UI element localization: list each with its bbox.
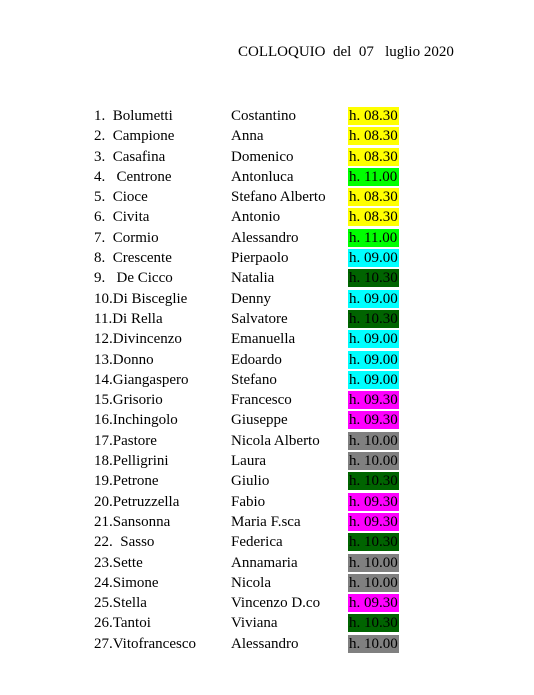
first-name: Giulio bbox=[231, 473, 270, 490]
time-slot-badge: h. 09.30 bbox=[349, 493, 398, 510]
first-name: Stefano Alberto bbox=[231, 189, 326, 206]
first-name: Emanuella bbox=[231, 331, 296, 348]
time-slot-badge: h. 09.30 bbox=[349, 595, 398, 612]
time-slot-badge: h. 08.30 bbox=[349, 128, 398, 145]
first-name: Pierpaolo bbox=[231, 250, 289, 267]
time-slot-badge: h. 08.30 bbox=[349, 189, 398, 206]
first-name: Vincenzo D.co bbox=[231, 595, 321, 612]
first-name: Francesco bbox=[231, 392, 292, 409]
surname: 22. Sasso bbox=[94, 534, 155, 551]
surname: 20.Petruzzella bbox=[94, 493, 180, 510]
surname: 26.Tantoi bbox=[94, 615, 151, 632]
time-slot-badge: h. 10.00 bbox=[349, 432, 398, 449]
surname: 14.Giangaspero bbox=[94, 371, 189, 388]
surname: 12.Divincenzo bbox=[94, 331, 182, 348]
first-name: Costantino bbox=[231, 108, 297, 124]
surname: 5. Cioce bbox=[94, 189, 148, 206]
first-name: Alessandro bbox=[231, 229, 299, 246]
page-title: COLLOQUIO del 07 luglio 2020 bbox=[238, 44, 454, 60]
time-slot-badge: h. 08.30 bbox=[349, 148, 398, 165]
first-name: Salvatore bbox=[231, 310, 288, 327]
time-slot-badge: h. 10.00 bbox=[349, 635, 398, 652]
time-slot-badge: h. 11.00 bbox=[349, 168, 398, 185]
time-slot-badge: h. 09.00 bbox=[349, 250, 398, 267]
surname: 8. Crescente bbox=[94, 250, 172, 267]
first-name: Giuseppe bbox=[231, 412, 288, 429]
surname: 11.Di Rella bbox=[94, 310, 163, 327]
time-slot-badge: h. 10.30 bbox=[349, 270, 398, 287]
surname: 25.Stella bbox=[94, 595, 147, 612]
time-slot-badge: h. 09.00 bbox=[349, 290, 398, 307]
surname: 24.Simone bbox=[94, 574, 159, 591]
time-slot-badge: h. 09.00 bbox=[349, 331, 398, 348]
first-name: Denny bbox=[231, 290, 271, 307]
time-slot-badge: h. 09.30 bbox=[349, 392, 398, 409]
surname: 16.Inchingolo bbox=[94, 412, 178, 429]
first-name: Natalia bbox=[231, 270, 275, 287]
time-slot-badge: h. 10.30 bbox=[349, 534, 398, 551]
time-slot-badge: h. 09.00 bbox=[349, 371, 398, 388]
time-slot-badge: h. 10.30 bbox=[349, 615, 398, 632]
first-name: Anna bbox=[231, 128, 264, 145]
surname: 15.Grisorio bbox=[94, 392, 163, 409]
first-name: Alessandro bbox=[231, 635, 299, 652]
surname: 3. Casafina bbox=[94, 148, 166, 165]
time-slot-badge: h. 11.00 bbox=[349, 229, 398, 246]
time-slot-badge: h. 10.00 bbox=[349, 554, 398, 571]
first-name: Antonluca bbox=[231, 168, 294, 185]
surname: 7. Cormio bbox=[94, 229, 159, 246]
first-name: Nicola Alberto bbox=[231, 432, 320, 449]
first-name: Viviana bbox=[231, 615, 278, 632]
first-name: Edoardo bbox=[231, 351, 282, 368]
surname: 17.Pastore bbox=[94, 432, 157, 449]
time-slot-badge: h. 10.30 bbox=[349, 473, 398, 490]
time-slot-badge: h. 10.30 bbox=[349, 310, 398, 327]
surname: 21.Sansonna bbox=[94, 513, 171, 530]
surname: 9. De Cicco bbox=[94, 270, 173, 287]
surname: 6. Civita bbox=[94, 209, 150, 226]
time-slot-badge: h. 09.00 bbox=[349, 351, 398, 368]
first-name: Maria F.sca bbox=[231, 513, 301, 530]
time-slot-badge: h. 09.30 bbox=[349, 412, 398, 429]
surname: 10.Di Bisceglie bbox=[94, 290, 188, 307]
first-name: Federica bbox=[231, 534, 283, 551]
first-name: Antonio bbox=[231, 209, 281, 226]
first-name: Annamaria bbox=[231, 554, 298, 571]
first-name: Laura bbox=[231, 453, 266, 470]
surname: 13.Donno bbox=[94, 351, 154, 368]
surname: 1. Bolumetti bbox=[94, 108, 173, 124]
time-slot-badge: h. 08.30 bbox=[349, 209, 398, 226]
time-slot-badge: h. 10.00 bbox=[349, 453, 398, 470]
surname: 27.Vitofrancesco bbox=[94, 635, 196, 652]
surname: 18.Pelligrini bbox=[94, 453, 169, 470]
surname: 23.Sette bbox=[94, 554, 143, 571]
first-name: Stefano bbox=[231, 371, 277, 388]
time-slot-badge: h. 09.30 bbox=[349, 513, 398, 530]
first-name: Nicola bbox=[231, 574, 271, 591]
time-slot-badge: h. 10.00 bbox=[349, 574, 398, 591]
surname: 4. Centrone bbox=[94, 168, 172, 185]
surname: 19.Petrone bbox=[94, 473, 159, 490]
first-name: Fabio bbox=[231, 493, 266, 510]
surname: 2. Campione bbox=[94, 128, 175, 145]
first-name: Domenico bbox=[231, 148, 294, 165]
time-slot-badge: h. 08.30 bbox=[349, 108, 398, 124]
